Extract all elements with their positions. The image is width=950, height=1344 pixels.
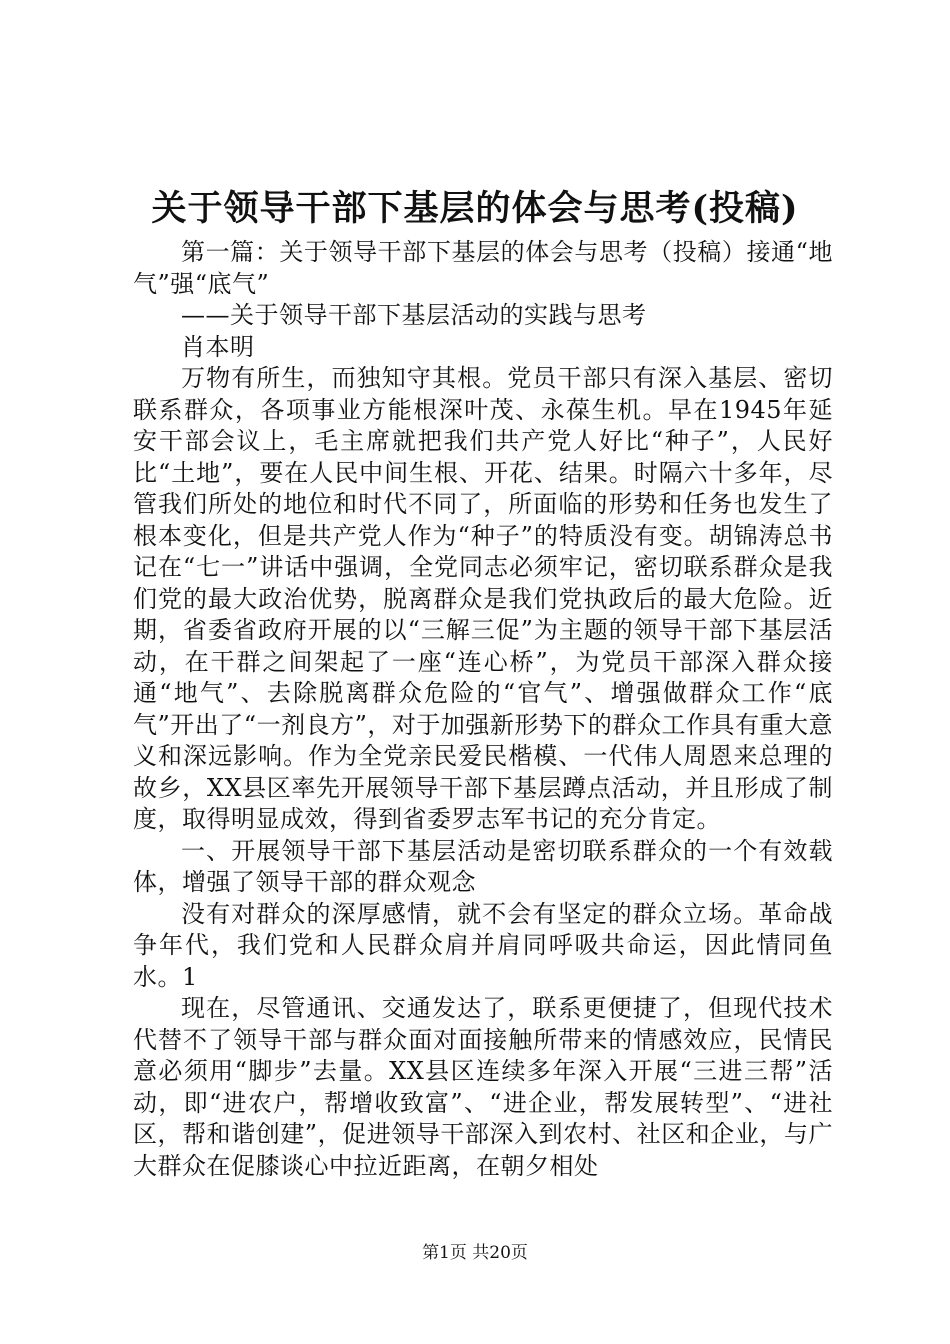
document-body xyxy=(133,237,833,1182)
document-title: 关于领导干部下基层的体会与思考(投稿) xyxy=(151,188,799,229)
page-footer: 第1页 共20页 xyxy=(422,1243,528,1263)
paragraph: ——关于领导干部下基层活动的实践与思考 xyxy=(181,301,647,329)
author-line: 肖本明 xyxy=(181,332,255,361)
section-heading: 一、开展领导干部下基层活动是密切联系群众的一个有效载体，增强了领导干部的群众观念 xyxy=(133,836,833,896)
paragraph: 第一篇：关于领导干部下基层的体会与思考（投稿）接通“地气”强“底气” xyxy=(133,238,833,298)
paragraph: 现在，尽管通讯、交通发达了，联系更便捷了，但现代技术代替不了领导干部与群众面对面接触所带来的情感效应，民情民意必须用“脚步”去量。XX县区连续多年深入开展“三进三帮”活动，即“进农户，帮增收致富”、“进企业，帮发展转型”、“进社区，帮和谐创建”，促进领导干部深入到农村、社区和企业，与广大群众在促膝谈心中拉近距离，在朝夕相处 xyxy=(133,994,833,1180)
paragraph: 万物有所生，而独知守其根。党员干部只有深入基层、密切联系群众，各项事业方能根深叶茂、永葆生机。早在1945年延安干部会议上，毛主席就把我们共产党人好比“种子”，人民好比“土地”，要在人民中间生根、开花、结果。时隔六十多年，尽管我们所处的地位和时代不同了，所面临的形势和任务也发生了根本变化，但是共产党人作为“种子”的特质没有变。胡锦涛总书记在“七一”讲话中强调，全党同志必须牢记，密切联系群众是我们党的最大政治优势，脱离群众是我们党执政后的最大危险。近期，省委省政府开展的以“三解三促”为主题的领导干部下基层活动，在干群之间架起了一座“连心桥”，为党员干部深入群众接通“地气”、去除脱离群众危险的“官气”、增强做群众工作“底气”开出了“一剂良方”，对于加强新形势下的群众工作具有重大意义和深远影响。作为全党亲民爱民楷模、一代伟人周恩来总理的故乡，XX县区率先开展领导干部下基层蹲点活动，并且形成了制度，取得明显成效，得到省委罗志军书记的充分肯定。 xyxy=(133,364,833,833)
paragraph: 没有对群众的深厚感情，就不会有坚定的群众立场。革命战争年代，我们党和人民群众肩并肩同呼吸共命运，因此情同鱼水。1 xyxy=(133,899,833,991)
